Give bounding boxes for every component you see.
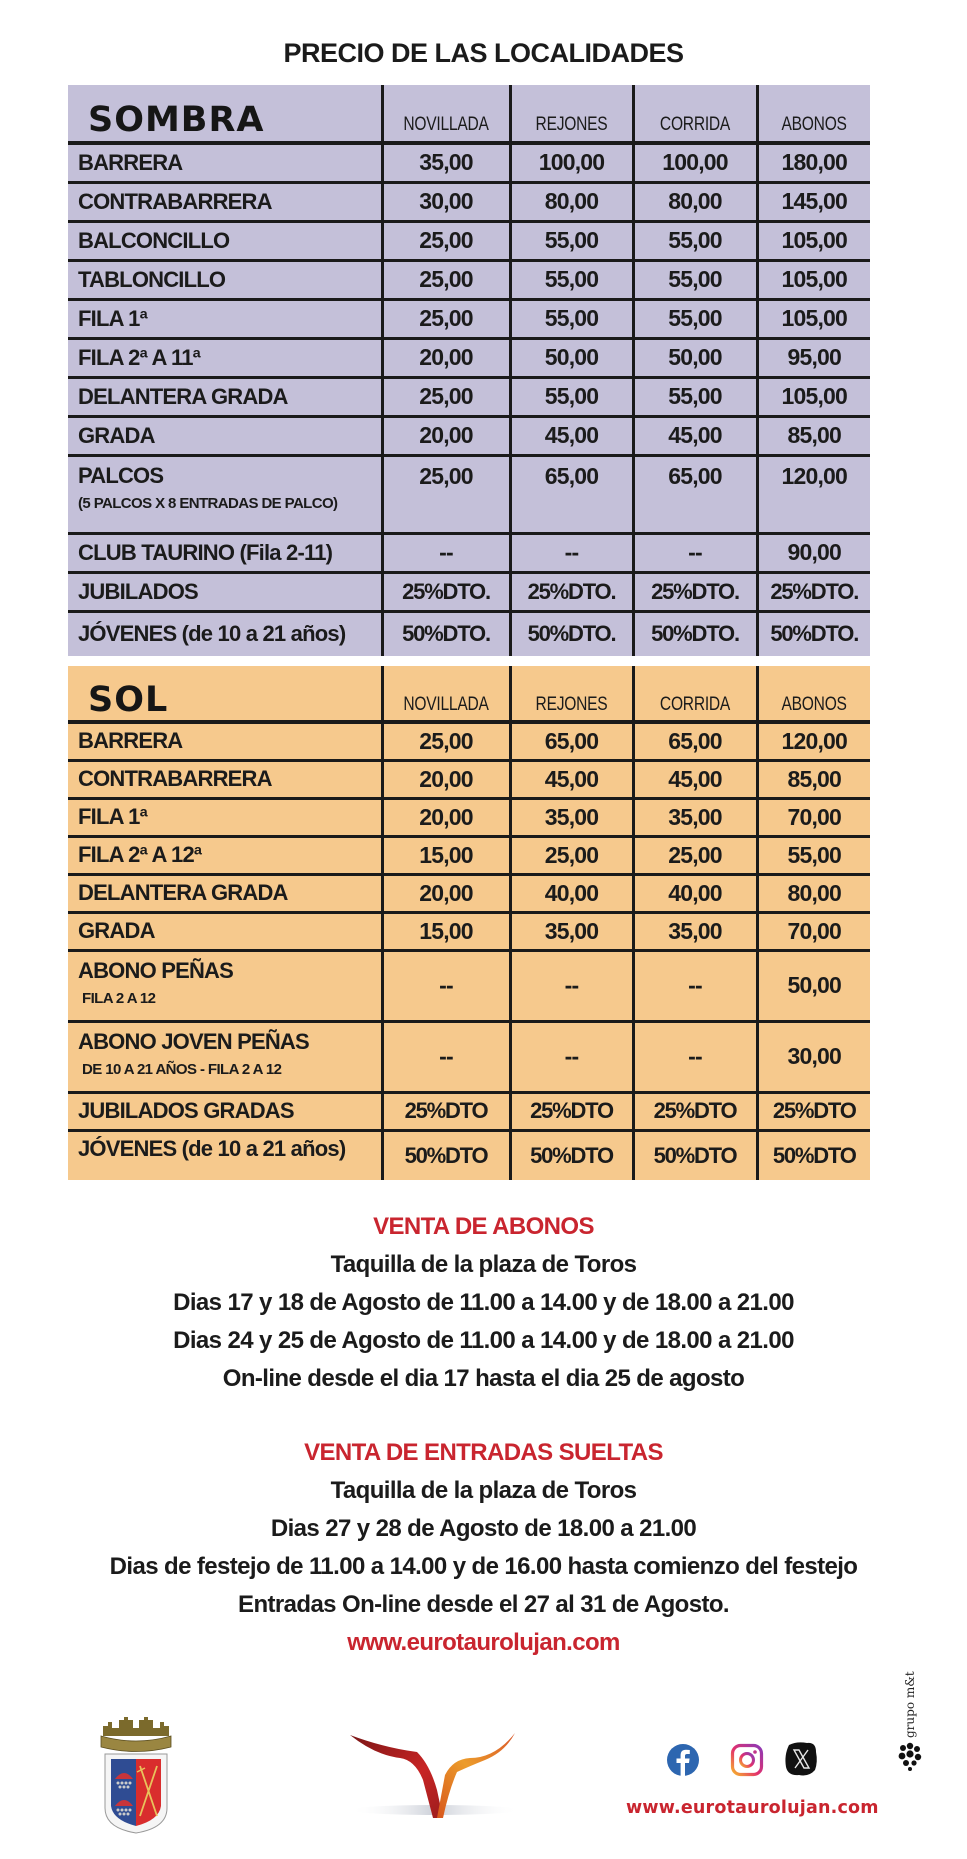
price-cell: 65,00 [510, 455, 633, 533]
grupo-mt-credit [893, 1668, 929, 1778]
table-row [68, 221, 870, 260]
row-label-main: ABONO JOVEN PEÑAS [78, 1028, 309, 1054]
price-cell: -- [633, 950, 757, 1021]
row-label [68, 950, 382, 1021]
row-sublabel: (5 PALCOS X 8 ENTRADAS DE PALCO) [78, 494, 338, 512]
price-cell: 25,00 [382, 260, 510, 299]
discount-cell: 25%DTO. [633, 572, 757, 611]
price-cell: 55,00 [633, 299, 757, 338]
table-row [68, 722, 870, 760]
price-cell: 55,00 [633, 377, 757, 416]
price-cell: 25,00 [633, 836, 757, 874]
row-label-main: PALCOS [78, 462, 164, 488]
discount-cell: 25%DTO. [510, 572, 633, 611]
page-title: PRECIO DE LAS LOCALIDADES [283, 38, 684, 68]
row-label: FILA 2ª A 11ª [68, 338, 382, 377]
price-cell: 25,00 [510, 836, 633, 874]
table-row [68, 760, 870, 798]
price-cell: 25,00 [382, 455, 510, 533]
column-header-abonos: ABONOS [767, 85, 860, 143]
table-row [68, 143, 870, 182]
table-row [68, 874, 870, 912]
table-row [68, 377, 870, 416]
row-label: FILA 1ª [68, 798, 382, 836]
price-cell: 70,00 [757, 912, 870, 950]
column-header-novillada: NOVILLADA [394, 85, 499, 143]
website-link[interactable]: www.eurotaurolujan.com [347, 1629, 620, 1656]
venta-sueltas-section [0, 1434, 967, 1662]
info-line: Dias 27 y 28 de Agosto de 18.00 a 21.00 [270, 1515, 697, 1542]
row-sublabel: DE 10 A 21 AÑOS - FILA 2 A 12 [82, 1060, 282, 1078]
price-cell: 50,00 [757, 950, 870, 1021]
info-line: On-line desde el dia 17 hasta el dia 25 de agosto [222, 1365, 745, 1392]
section-heading-venta-abonos: VENTA DE ABONOS [373, 1213, 594, 1240]
price-cell: 25,00 [382, 722, 510, 760]
price-cell: 20,00 [382, 760, 510, 798]
price-cell: 20,00 [382, 416, 510, 455]
section-heading-venta-sueltas: VENTA DE ENTRADAS SUELTAS [304, 1439, 663, 1466]
column-header-rejones: REJONES [521, 666, 622, 722]
municipal-coat-of-arms-icon [97, 1716, 175, 1836]
row-label: JUBILADOS [68, 572, 382, 611]
discount-cell: 50%DTO [510, 1130, 633, 1180]
table-row [68, 455, 870, 533]
table-row [68, 572, 870, 611]
row-sublabel: FILA 2 A 12 [82, 989, 156, 1007]
discount-cell: 25%DTO [510, 1092, 633, 1130]
price-cell: 100,00 [633, 143, 757, 182]
row-label: GRADA [68, 912, 382, 950]
column-header-novillada: NOVILLADA [394, 666, 499, 722]
price-cell: 35,00 [510, 912, 633, 950]
price-cell: -- [510, 950, 633, 1021]
price-cell: 20,00 [382, 338, 510, 377]
table-row [68, 299, 870, 338]
price-cell: 35,00 [510, 798, 633, 836]
price-cell: 40,00 [510, 874, 633, 912]
discount-cell: 50%DTO [633, 1130, 757, 1180]
sol-price-table [68, 666, 870, 1180]
discount-cell: 50%DTO. [510, 611, 633, 656]
price-cell: 30,00 [382, 182, 510, 221]
sol-header-row [68, 666, 870, 722]
row-label: JÓVENES (de 10 a 21 años) [68, 1130, 382, 1180]
row-label: CONTRABARRERA [68, 182, 382, 221]
row-label: BARRERA [68, 722, 382, 760]
price-cell: 105,00 [757, 260, 870, 299]
price-cell: 45,00 [633, 760, 757, 798]
price-cell: 55,00 [633, 260, 757, 299]
section-title-sombra: SOMBRA [68, 85, 382, 143]
price-cell: 80,00 [757, 874, 870, 912]
section-title-sol: SOL [68, 666, 382, 722]
table-row [68, 1021, 870, 1092]
table-row [68, 533, 870, 572]
price-cell: 120,00 [757, 722, 870, 760]
discount-cell: 50%DTO. [633, 611, 757, 656]
row-label: TABLONCILLO [68, 260, 382, 299]
price-cell: 95,00 [757, 338, 870, 377]
price-cell: 20,00 [382, 798, 510, 836]
price-cell: 80,00 [633, 182, 757, 221]
price-cell: 25,00 [382, 377, 510, 416]
price-cell: 80,00 [510, 182, 633, 221]
price-cell: 70,00 [757, 798, 870, 836]
x-twitter-icon[interactable] [783, 1740, 819, 1778]
row-label: FILA 1ª [68, 299, 382, 338]
footer-website-link[interactable]: www.eurotaurolujan.com [626, 1798, 879, 1818]
column-header-rejones: REJONES [521, 85, 622, 143]
price-cell: 85,00 [757, 416, 870, 455]
info-line: Taquilla de la plaza de Toros [330, 1251, 637, 1278]
price-cell: 55,00 [510, 221, 633, 260]
price-cell: 15,00 [382, 836, 510, 874]
price-cell: 35,00 [633, 798, 757, 836]
table-row [68, 950, 870, 1021]
price-cell: 105,00 [757, 221, 870, 260]
row-label: JUBILADOS GRADAS [68, 1092, 382, 1130]
price-cell: 180,00 [757, 143, 870, 182]
sombra-price-table [68, 85, 870, 656]
table-row [68, 260, 870, 299]
venta-abonos-section [0, 1208, 967, 1398]
table-row [68, 1092, 870, 1130]
column-header-corrida: CORRIDA [644, 666, 746, 722]
row-label: CONTRABARRERA [68, 760, 382, 798]
sombra-header-row [68, 85, 870, 143]
price-cell: -- [633, 533, 757, 572]
price-cell: 120,00 [757, 455, 870, 533]
row-label: BALCONCILLO [68, 221, 382, 260]
row-label [68, 455, 382, 533]
info-line: Dias 24 y 25 de Agosto de 11.00 a 14.00 y de 18.00 a 21.00 [173, 1327, 794, 1354]
row-label: DELANTERA GRADA [68, 874, 382, 912]
price-cell: 40,00 [633, 874, 757, 912]
table-row [68, 338, 870, 377]
table-row [68, 912, 870, 950]
row-label: GRADA [68, 416, 382, 455]
eurotauro-bull-logo [345, 1730, 520, 1830]
price-cell: -- [633, 1021, 757, 1092]
discount-cell: 50%DTO. [757, 611, 870, 656]
facebook-icon[interactable] [666, 1743, 700, 1777]
price-cell: 35,00 [382, 143, 510, 182]
table-row [68, 416, 870, 455]
price-cell: 25,00 [382, 299, 510, 338]
discount-cell: 50%DTO. [382, 611, 510, 656]
price-cell: 50,00 [633, 338, 757, 377]
price-cell: 85,00 [757, 760, 870, 798]
price-cell: -- [382, 533, 510, 572]
price-cell: 55,00 [510, 299, 633, 338]
price-cell: -- [382, 950, 510, 1021]
price-cell: 45,00 [510, 416, 633, 455]
price-cell: 105,00 [757, 377, 870, 416]
table-row [68, 611, 870, 656]
price-cell: 55,00 [633, 221, 757, 260]
discount-cell: 50%DTO [382, 1130, 510, 1180]
instagram-icon[interactable] [730, 1743, 764, 1777]
price-cell: 55,00 [510, 377, 633, 416]
discount-cell: 25%DTO [757, 1092, 870, 1130]
table-row [68, 1130, 870, 1180]
row-label-main: ABONO PEÑAS [78, 957, 233, 983]
price-cell: 65,00 [510, 722, 633, 760]
price-cell: 100,00 [510, 143, 633, 182]
price-cell: 105,00 [757, 299, 870, 338]
price-cell: 50,00 [510, 338, 633, 377]
grupo-mt-logo-icon [897, 1742, 925, 1772]
info-line: Entradas On-line desde el 27 al 31 de Agosto. [238, 1591, 729, 1618]
price-cell: 55,00 [757, 836, 870, 874]
price-cell: 30,00 [757, 1021, 870, 1092]
column-header-abonos: ABONOS [767, 666, 860, 722]
discount-cell: 25%DTO. [382, 572, 510, 611]
price-cell: 65,00 [633, 455, 757, 533]
price-cell: 25,00 [382, 221, 510, 260]
price-cell: 15,00 [382, 912, 510, 950]
table-row [68, 798, 870, 836]
price-cell: 20,00 [382, 874, 510, 912]
price-cell: -- [382, 1021, 510, 1092]
price-cell: 35,00 [633, 912, 757, 950]
price-cell: 55,00 [510, 260, 633, 299]
table-row [68, 836, 870, 874]
table-row [68, 182, 870, 221]
discount-cell: 25%DTO. [757, 572, 870, 611]
row-label [68, 1021, 382, 1092]
price-cell: 145,00 [757, 182, 870, 221]
row-label: CLUB TAURINO (Fila 2-11) [68, 533, 382, 572]
row-label: FILA 2ª A 12ª [68, 836, 382, 874]
info-line: Taquilla de la plaza de Toros [330, 1477, 637, 1504]
price-cell: 90,00 [757, 533, 870, 572]
column-header-corrida: CORRIDA [644, 85, 746, 143]
row-label: JÓVENES (de 10 a 21 años) [68, 611, 382, 656]
credit-text: grupo m&t [903, 1671, 917, 1738]
discount-cell: 50%DTO [757, 1130, 870, 1180]
row-label: DELANTERA GRADA [68, 377, 382, 416]
price-cell: -- [510, 1021, 633, 1092]
discount-cell: 25%DTO [633, 1092, 757, 1130]
info-line: Dias de festejo de 11.00 a 14.00 y de 16.00 hasta comienzo del festejo [109, 1553, 858, 1580]
price-cell: -- [510, 533, 633, 572]
price-cell: 45,00 [633, 416, 757, 455]
price-cell: 65,00 [633, 722, 757, 760]
info-line: Dias 17 y 18 de Agosto de 11.00 a 14.00 y de 18.00 a 21.00 [173, 1289, 794, 1316]
price-cell: 45,00 [510, 760, 633, 798]
row-label: BARRERA [68, 143, 382, 182]
discount-cell: 25%DTO [382, 1092, 510, 1130]
